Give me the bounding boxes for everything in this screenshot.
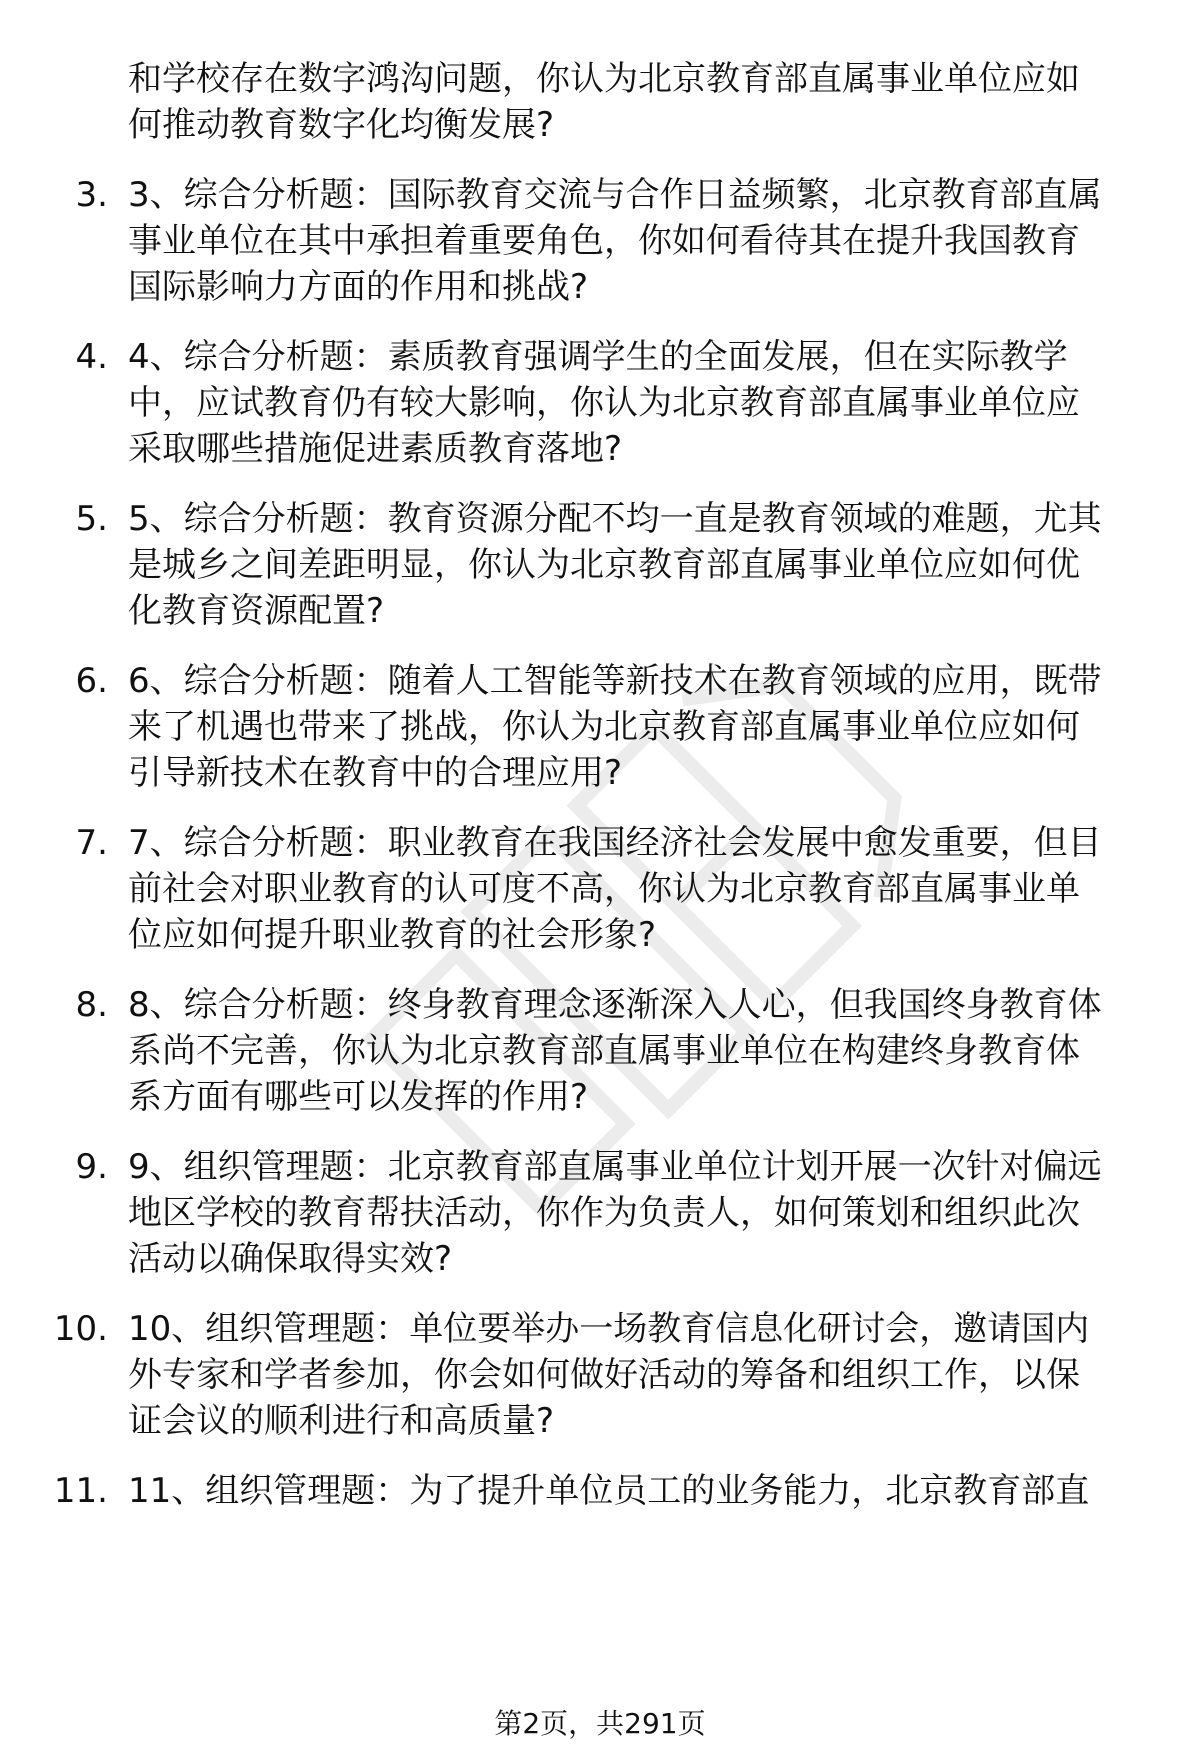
item-number: 8. — [75, 985, 108, 1025]
item-number: 5. — [75, 499, 108, 539]
item-line: 引导新技术在教育中的合理应用? — [128, 753, 623, 793]
item-text — [128, 1468, 1168, 1514]
item-line: 位应如何提升职业教育的社会形象? — [128, 915, 657, 955]
item-text — [128, 496, 1168, 634]
item-line: 10、组织管理题：单位要举办一场教育信息化研讨会，邀请国内 — [128, 1309, 1090, 1349]
item-line: 系方面有哪些可以发挥的作用? — [128, 1077, 589, 1117]
item-line: 11、组织管理题：为了提升单位员工的业务能力，北京教育部直 — [128, 1471, 1090, 1511]
item-number: 6. — [75, 661, 108, 701]
item-text — [128, 172, 1168, 310]
item-line: 5、综合分析题：教育资源分配不均一直是教育领域的难题，尤其 — [128, 499, 1102, 539]
item-line: 系尚不完善，你认为北京教育部直属事业单位在构建终身教育体 — [128, 1031, 1080, 1071]
page-footer: 第2页，共291页 — [494, 1707, 706, 1740]
item-line: 化教育资源配置? — [128, 591, 385, 631]
item-line: 证会议的顺利进行和高质量? — [128, 1401, 555, 1441]
item-text — [128, 820, 1168, 958]
item-text — [128, 982, 1168, 1120]
item-line: 9、组织管理题：北京教育部直属事业单位计划开展一次针对偏远 — [128, 1147, 1102, 1187]
item-line: 3、综合分析题：国际教育交流与合作日益频繁，北京教育部直属 — [128, 175, 1102, 215]
item-line: 7、综合分析题：职业教育在我国经济社会发展中愈发重要，但目 — [128, 823, 1102, 863]
item-line: 和学校存在数字鸿沟问题，你认为北京教育部直属事业单位应如 — [128, 59, 1080, 99]
item-line: 前社会对职业教育的认可度不高，你认为北京教育部直属事业单 — [128, 869, 1080, 909]
item-line: 4、综合分析题：素质教育强调学生的全面发展，但在实际教学 — [128, 337, 1068, 377]
item-line: 活动以确保取得实效? — [128, 1239, 453, 1279]
item-line: 国际影响力方面的作用和挑战? — [128, 267, 589, 307]
item-line: 采取哪些措施促进素质教育落地? — [128, 429, 623, 469]
item-line: 8、综合分析题：终身教育理念逐渐深入人心，但我国终身教育体 — [128, 985, 1102, 1025]
item-number: 11. — [53, 1471, 108, 1511]
item-line: 外专家和学者参加，你会如何做好活动的筹备和组织工作，以保 — [128, 1355, 1080, 1395]
item-text — [128, 334, 1168, 472]
item-text — [128, 658, 1168, 796]
item-line: 何推动教育数字化均衡发展? — [128, 105, 555, 145]
item-line: 6、综合分析题：随着人工智能等新技术在教育领域的应用，既带 — [128, 661, 1102, 701]
item-line: 中，应试教育仍有较大影响，你认为北京教育部直属事业单位应 — [128, 383, 1080, 423]
item-number: 10. — [53, 1309, 108, 1349]
item-number: 3. — [75, 175, 108, 215]
item-number: 7. — [75, 823, 108, 863]
item-line: 事业单位在其中承担着重要角色，你如何看待其在提升我国教育 — [128, 221, 1080, 261]
item-line: 地区学校的教育帮扶活动，你作为负责人，如何策划和组织此次 — [128, 1193, 1080, 1233]
item-text — [128, 1144, 1168, 1282]
item-line: 是城乡之间差距明显，你认为北京教育部直属事业单位应如何优 — [128, 545, 1080, 585]
item-line: 来了机遇也带来了挑战，你认为北京教育部直属事业单位应如何 — [128, 707, 1080, 747]
item-text — [128, 56, 1168, 148]
item-number: 4. — [75, 337, 108, 377]
item-text — [128, 1306, 1168, 1444]
item-number: 9. — [75, 1147, 108, 1187]
